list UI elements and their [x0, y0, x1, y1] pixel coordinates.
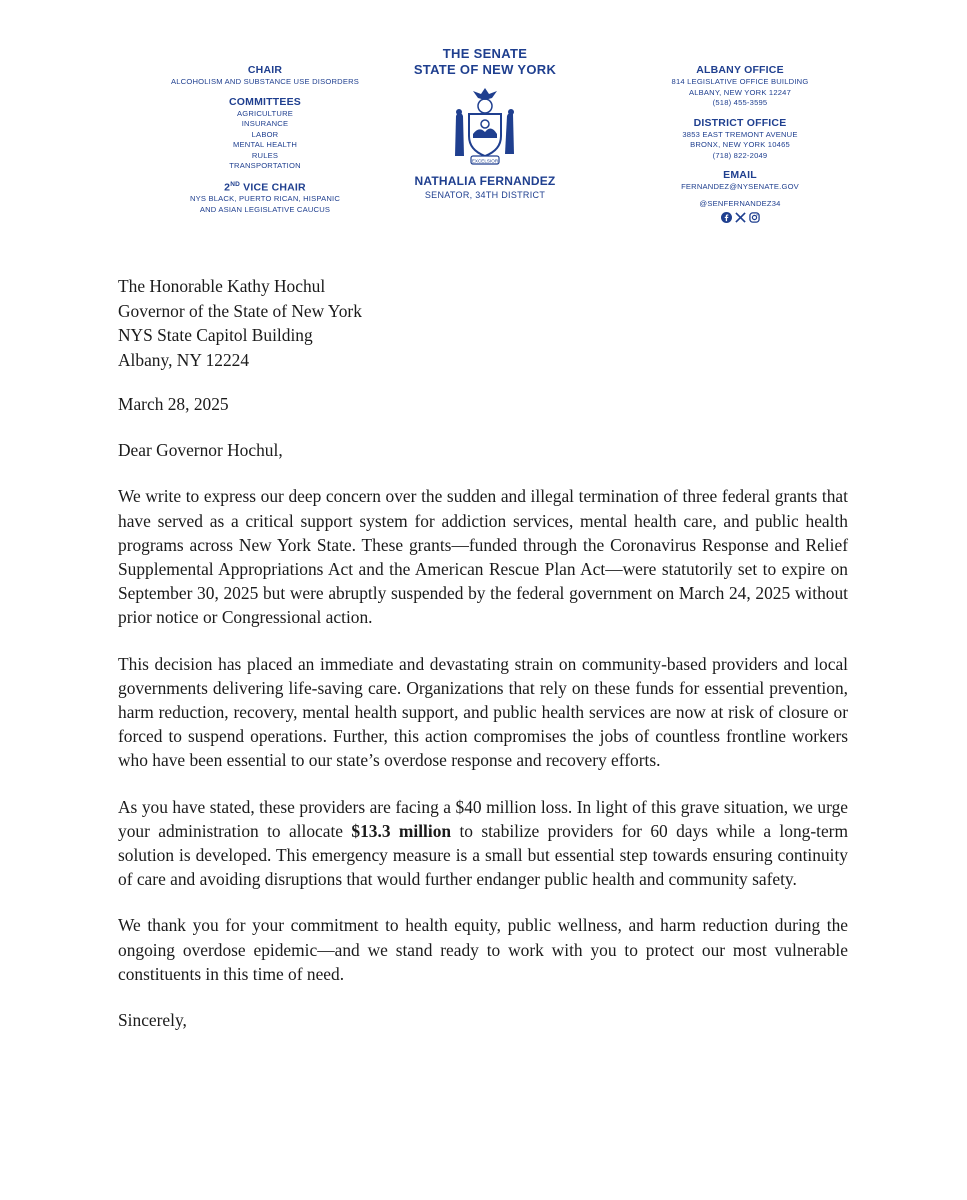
- committee-item: TRANSPORTATION: [229, 161, 301, 170]
- letterhead-center: [380, 46, 590, 201]
- salutation: Dear Governor Hochul,: [118, 440, 283, 461]
- letter-body: [118, 274, 848, 1032]
- recipient-line: Albany, NY 12224: [118, 349, 250, 370]
- instagram-icon[interactable]: [749, 212, 760, 223]
- committee-item: INSURANCE: [241, 119, 289, 128]
- closing: Sincerely,: [118, 1010, 187, 1031]
- paragraph-4: We thank you for your commitment to health equity, public wellness, and harm reduction during the ongoing overdose epidemic—and we stand ready to work with you to protect our most vulnerable constituents in this time of need.: [118, 915, 848, 984]
- caucus-line-1: NYS BLACK, PUERTO RICAN, HISPANIC: [189, 194, 341, 203]
- chair-committee: ALCOHOLISM AND SUBSTANCE USE DISORDERS: [170, 77, 360, 86]
- recipient-line: Governor of the State of New York: [118, 300, 362, 321]
- vice-chair-label: VICE CHAIR: [243, 181, 306, 193]
- district-office-heading: DISTRICT OFFICE: [693, 116, 787, 129]
- letterhead-right: [630, 64, 850, 223]
- vice-chair-suffix: ND: [230, 180, 241, 188]
- paragraph-3-end: to stabilize providers for 60 days while a long-term solution is developed. This emergency measure is a small but essential step towards ensuring continuity of care and avoiding disruptions that would further endanger public health and community safety.: [118, 820, 848, 890]
- social-icons: [630, 212, 850, 223]
- email-address[interactable]: FERNANDEZ@NYSENATE.GOV: [681, 182, 799, 191]
- paragraph-3-start: As you have stated, these providers are facing a $40 million loss. In light of this grave situation, we urge your administration to allocate: [118, 796, 848, 841]
- committee-item: LABOR: [251, 129, 279, 139]
- vice-chair-ordinal: 2: [224, 181, 231, 193]
- senate-title-line-2: STATE OF NEW YORK: [413, 62, 557, 77]
- seal-motto: EXCELSIOR: [471, 158, 499, 164]
- committees-heading: COMMITTEES: [229, 95, 301, 108]
- committee-item: AGRICULTURE: [236, 108, 294, 118]
- facebook-icon[interactable]: [721, 212, 732, 223]
- committee-item: RULES: [251, 150, 279, 160]
- caucus-line-2: AND ASIAN LEGISLATIVE CAUCUS: [199, 204, 331, 214]
- paragraph-3: [118, 795, 848, 892]
- recipient-line: NYS State Capitol Building: [118, 325, 313, 345]
- vice-chair-heading: [150, 178, 380, 195]
- social-handle[interactable]: @SENFERNANDEZ34: [699, 198, 781, 208]
- chair-heading: CHAIR: [247, 64, 283, 76]
- senator-title: SENATOR, 34TH DISTRICT: [424, 190, 546, 200]
- x-icon[interactable]: [735, 212, 746, 223]
- albany-office-line: 814 LEGISLATIVE OFFICE BUILDING: [671, 77, 809, 86]
- paragraph-1: We write to express our deep concern over the sudden and illegal termination of three federal grants that have served as a critical support system for addiction services, mental health care, and public health programs across New York State. These grants—funded through the Coronavirus Response and Relief Supplemental Appropriations Act and the American Rescue Plan Act—were statutorily set to expire on September 30, 2025 but were abruptly suspended by the federal government on March 24, 2025 without prior notice or Congressional action.: [118, 486, 848, 628]
- funding-amount: $13.3 million: [351, 820, 452, 841]
- recipient-address: [118, 274, 848, 372]
- albany-office-phone: (518) 455-3595: [712, 98, 768, 107]
- albany-office-line: ALBANY, NEW YORK 12247: [688, 87, 792, 97]
- committee-item: MENTAL HEALTH: [232, 140, 298, 149]
- recipient-line: The Honorable Kathy Hochul: [118, 276, 326, 296]
- albany-office-heading: ALBANY OFFICE: [696, 64, 784, 76]
- email-heading: EMAIL: [723, 169, 757, 181]
- district-office-line: BRONX, NEW YORK 10465: [690, 140, 790, 149]
- ny-state-seal-icon: [447, 84, 523, 168]
- senate-title-line-1: THE SENATE: [442, 46, 528, 61]
- paragraph-2: This decision has placed an immediate and devastating strain on community-based providers and local governments delivering life-saving care. Organizations that rely on these funds for essential prevention, harm reduction, recovery, mental health support, and public health services are now at risk of closure or forced to suspend operations. Further, this action compromises the jobs of countless frontline workers who have been essential to our state’s overdose response and recovery efforts.: [118, 653, 848, 771]
- district-office-phone: (718) 822-2049: [712, 150, 768, 160]
- letterhead-left: [150, 64, 380, 215]
- senator-name: NATHALIA FERNANDEZ: [414, 174, 556, 188]
- district-office-line: 3853 EAST TREMONT AVENUE: [682, 129, 798, 139]
- letter-date: March 28, 2025: [118, 394, 229, 414]
